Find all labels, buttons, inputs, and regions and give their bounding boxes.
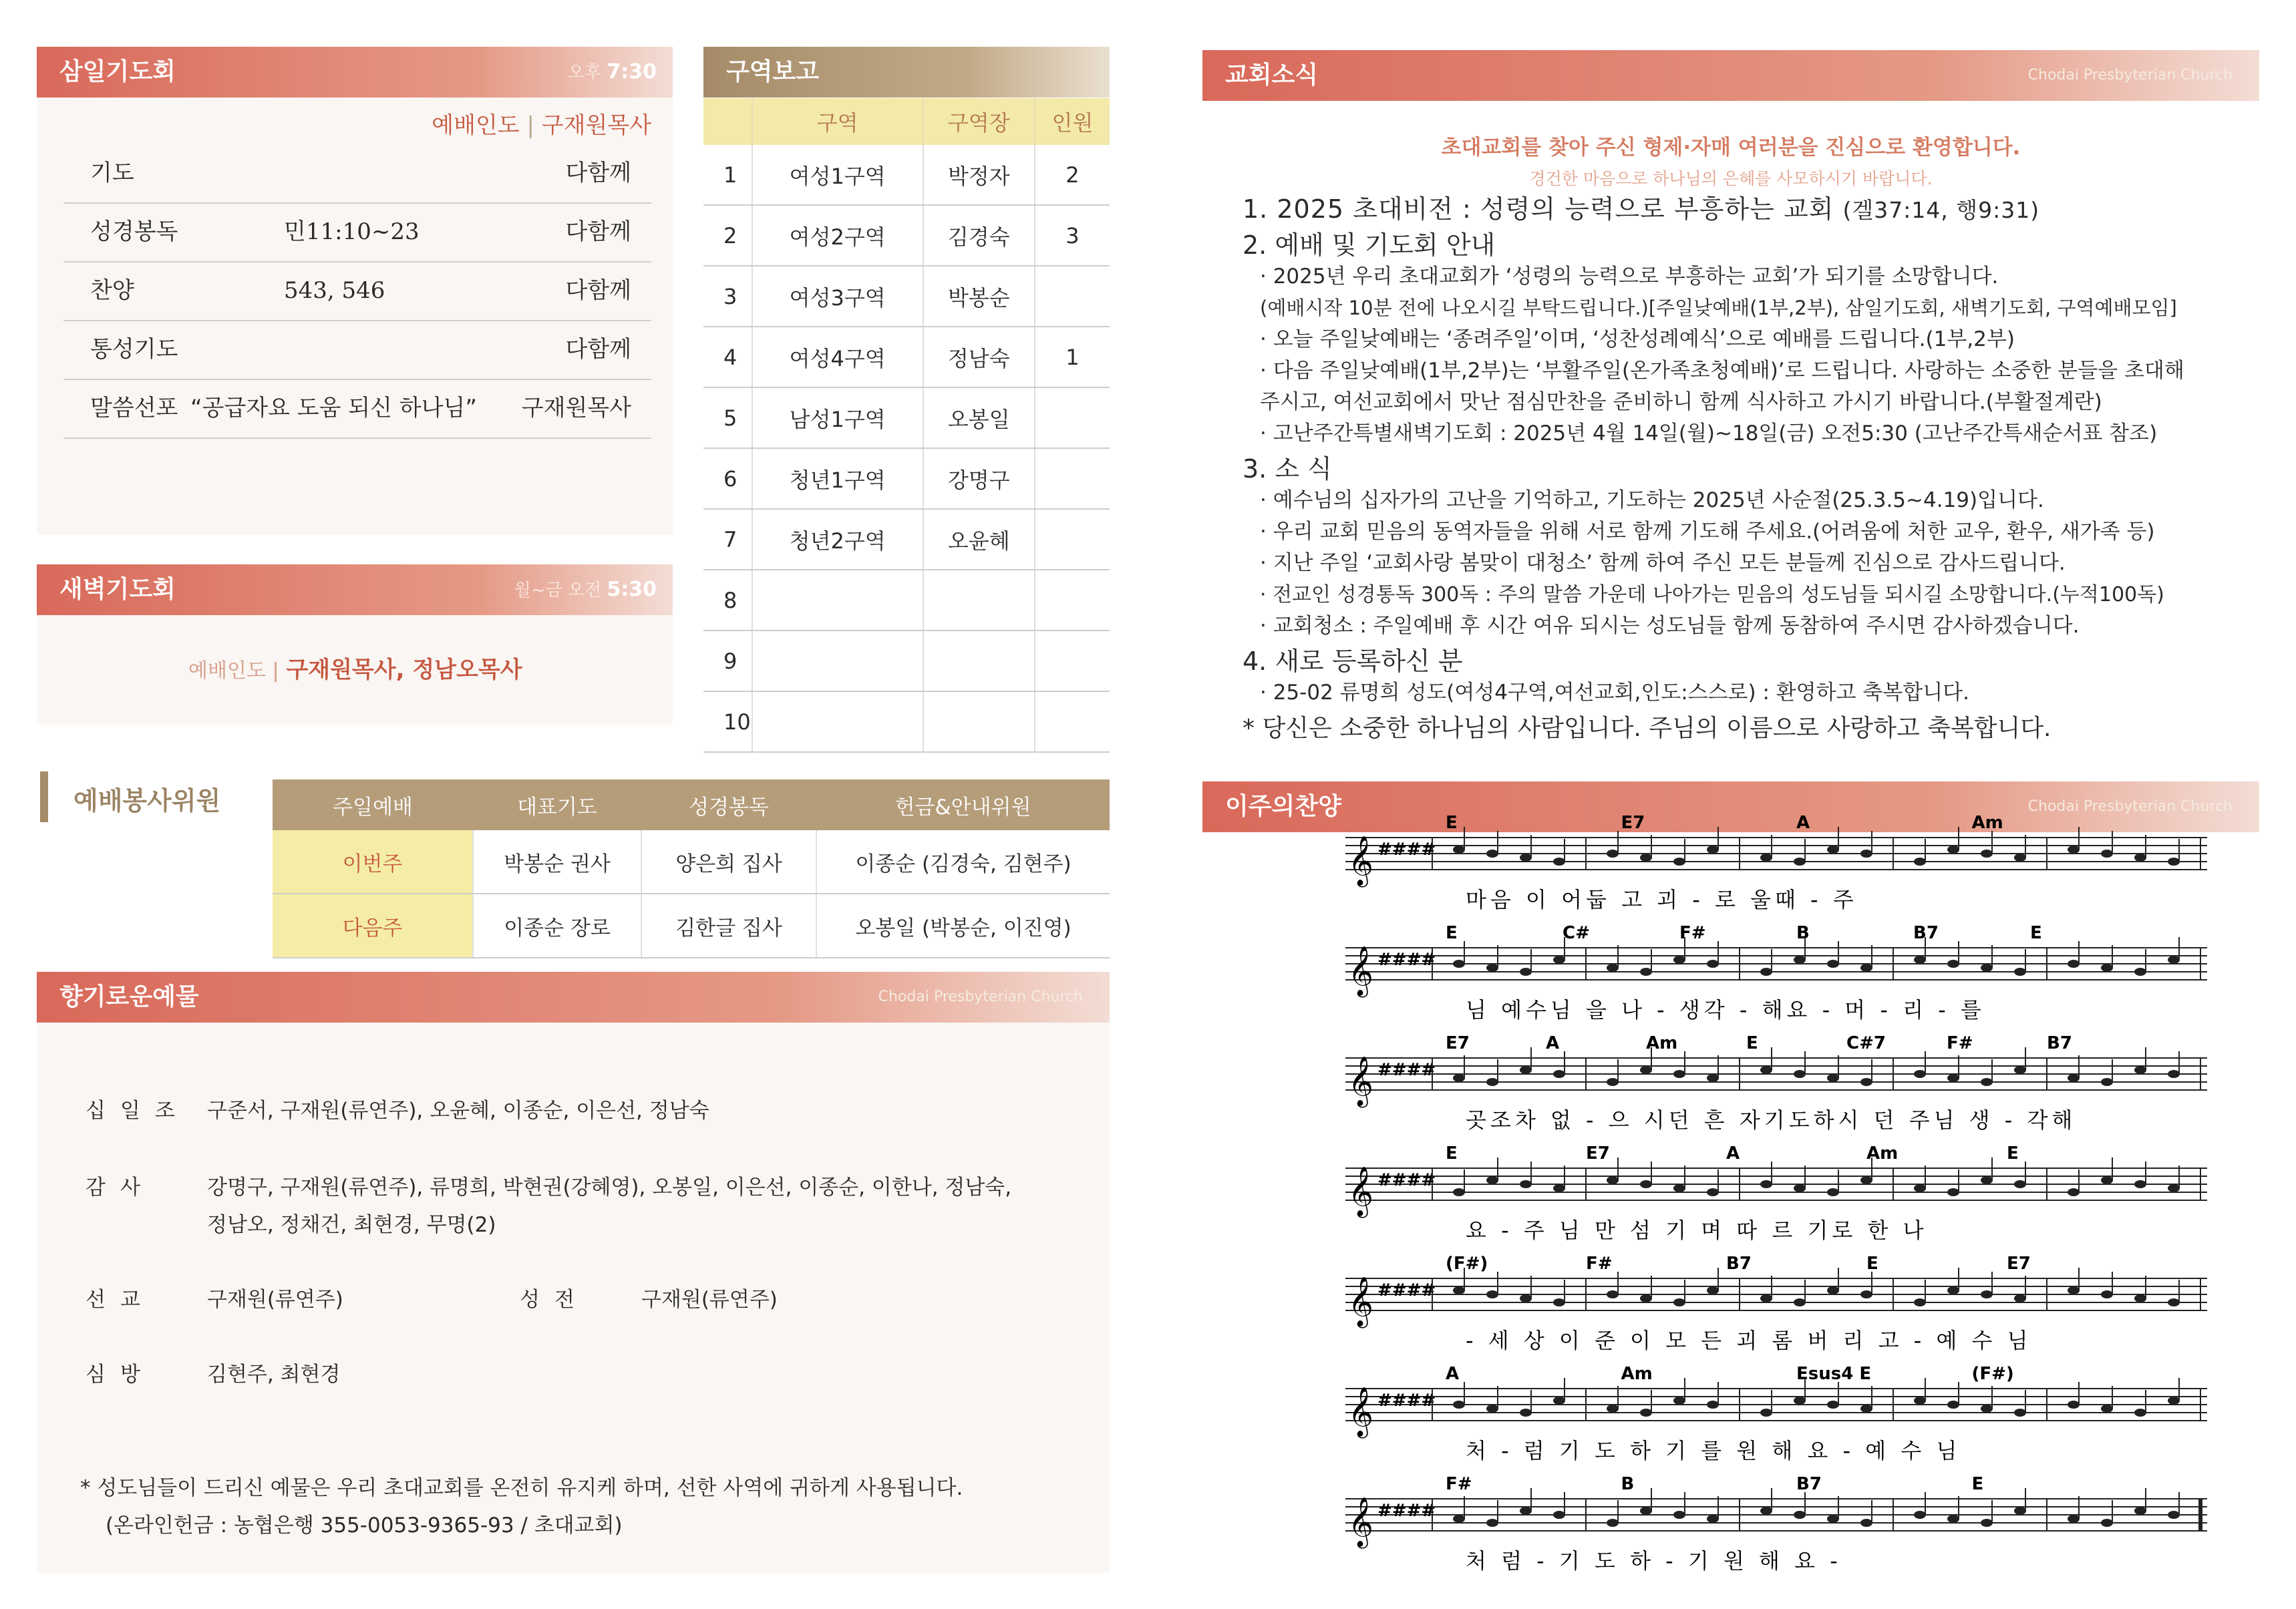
note-head — [1827, 1286, 1839, 1294]
chord-label: (F#) — [1971, 1364, 2014, 1384]
note-head — [2101, 1176, 2113, 1184]
note-head — [1640, 1294, 1652, 1302]
treble-clef-icon: 𝄞 — [1348, 1057, 1373, 1106]
table-row: 10 — [703, 691, 1110, 752]
list-item: · 오늘 주일낮예배는 ‘종려주일’이며, ‘성찬성례예식’으로 예배를 드립니다.(1부,2부) — [1260, 327, 2015, 351]
note-head — [1453, 960, 1465, 968]
note-head — [1553, 858, 1565, 866]
news-header — [1202, 50, 2259, 101]
hymn-line — [1345, 1143, 2207, 1243]
note-head — [1981, 1519, 1993, 1527]
chord-label: E7 — [1621, 815, 1645, 833]
table-row: 3 여성3구역 박봉순 — [703, 266, 1110, 327]
chord-label: C#7 — [1846, 1033, 1886, 1053]
note-head — [1794, 1511, 1806, 1519]
wednesday-row: 말씀선포 “공급자요 도움 되신 하나님” 구재원목사 — [63, 379, 651, 439]
note-head — [2101, 1519, 2113, 1527]
note-head — [1827, 1188, 1839, 1196]
table-row: 4 여성4구역 정남숙 1 — [703, 327, 1110, 387]
wednesday-row: 통성기도 다함께 — [63, 320, 651, 380]
note-head — [1673, 956, 1685, 964]
wednesday-row: 성경봉독 민11:10~23 다함께 — [63, 202, 651, 262]
note-head — [1553, 956, 1565, 964]
note-head — [1914, 1070, 1926, 1078]
staff-title: 예배봉사위원 — [73, 786, 221, 816]
note-head — [2168, 1511, 2180, 1519]
note-head — [1520, 854, 1532, 862]
note-head — [1707, 1188, 1719, 1196]
hymn-line — [1345, 923, 2207, 1023]
note-head — [1981, 964, 1993, 972]
key-signature-icon: #### — [1377, 1060, 1436, 1080]
list-item: · 교회청소 : 주일예배 후 시간 여유 되시는 성도님들 함께 동참하여 주시면 감사하겠습니다. — [1260, 614, 2080, 638]
chord-label: B7 — [1726, 1254, 1752, 1274]
hymn-lyric: 님 예수님 을 나 - 생각 - 해요 - 머 - 리 - 를 — [1466, 997, 1985, 1023]
hymn-line — [1345, 1033, 2207, 1133]
note-head — [2068, 1188, 2080, 1196]
note-head — [2134, 1294, 2146, 1302]
note-head — [1794, 1298, 1806, 1306]
note-head — [1673, 1070, 1685, 1078]
note-head — [1794, 956, 1806, 964]
table-row: 8 — [703, 570, 1110, 631]
list-item: · 다음 주일낮예배(1부,2부)는 ‘부활주일(온가족초청예배)’로 드립니다. 사랑하는 소중한 분들을 초대해 — [1260, 359, 2184, 383]
note-head — [1914, 1511, 1926, 1519]
note-head — [2134, 1409, 2146, 1417]
note-head — [1914, 1298, 1926, 1306]
note-head — [1553, 1184, 1565, 1192]
note-head — [2068, 846, 2080, 854]
key-signature-icon: #### — [1377, 1170, 1436, 1190]
chord-label: F# — [1679, 923, 1706, 943]
chord-label: F# — [1947, 1033, 1973, 1053]
chord-label: B7 — [2047, 1033, 2072, 1053]
chord-label: Am — [1646, 1033, 1678, 1053]
note-head — [1607, 964, 1619, 972]
news-item-1: 1. 2025 초대비전 : 성령의 능력으로 부흥하는 교회 (겔37:14, 행9:31) — [1243, 194, 2040, 224]
district-header-row: 구역 구역장 인원 — [703, 98, 1110, 145]
dawn-time: 월~금 오전 5:30 — [514, 578, 657, 601]
note-head — [1827, 846, 1839, 854]
note-head — [1486, 850, 1498, 858]
note-head — [1453, 1401, 1465, 1409]
note-head — [1914, 1184, 1926, 1192]
key-signature-icon: #### — [1377, 1501, 1436, 1521]
treble-clef-icon: 𝄞 — [1348, 1497, 1373, 1547]
note-head — [1453, 1515, 1465, 1523]
chord-label: E — [1446, 815, 1458, 833]
hymn-title: 이주의찬양 — [1225, 793, 1341, 820]
note-head — [1947, 960, 1959, 968]
note-head — [1673, 1397, 1685, 1405]
news-item-3: 3. 소 식 — [1243, 454, 1332, 484]
note-head — [1947, 1286, 1959, 1294]
note-head — [1860, 964, 1872, 972]
chord-label: E7 — [2007, 1254, 2031, 1274]
note-head — [1827, 1401, 1839, 1409]
news-church: Chodai Presbyterian Church — [2027, 67, 2233, 83]
staff-table — [273, 779, 1110, 958]
note-head — [1947, 1188, 1959, 1196]
chord-label: B7 — [1796, 1474, 1822, 1494]
note-head — [1827, 1074, 1839, 1082]
chord-label: A — [1796, 815, 1810, 833]
table-row: 7 청년2구역 오윤혜 — [703, 509, 1110, 570]
hymn-lyric: - 세 상 이 준 이 모 든 괴 롬 버 리 고 - 예 수 님 — [1466, 1328, 2032, 1353]
chord-label: Am — [1971, 815, 2003, 833]
staff-accent — [40, 771, 48, 822]
note-head — [2068, 1286, 2080, 1294]
offering-church: Chodai Presbyterian Church — [878, 989, 1083, 1005]
note-head — [1553, 1298, 1565, 1306]
note-head — [1707, 1074, 1719, 1082]
list-item: · 예수님의 십자가의 고난을 기억하고, 기도하는 2025년 사순절(25.3.5~4.19)입니다. — [1260, 488, 2044, 512]
note-head — [1947, 1401, 1959, 1409]
note-head — [2134, 968, 2146, 976]
note-head — [1486, 1405, 1498, 1413]
note-head — [2014, 1294, 2026, 1302]
key-signature-icon: #### — [1377, 840, 1436, 860]
note-head — [1553, 1070, 1565, 1078]
news-closing: * 당신은 소중한 하나님의 사람입니다. 주님의 이름으로 사랑하고 축복합니다. — [1243, 715, 2052, 742]
note-head — [2101, 1078, 2113, 1086]
hymn-line — [1345, 1474, 2207, 1574]
note-head — [1453, 1188, 1465, 1196]
chord-label: E7 — [1446, 1033, 1470, 1053]
table-row: 이번주 박봉순 권사 양은희 집사 이종순 (김경숙, 김현주) — [273, 830, 1110, 894]
note-head — [2134, 1507, 2146, 1515]
wednesday-row: 기도 다함께 — [63, 144, 651, 204]
note-head — [2168, 1397, 2180, 1405]
note-head — [1520, 968, 1532, 976]
note-head — [1760, 1180, 1772, 1188]
key-signature-icon: #### — [1377, 1280, 1436, 1300]
note-head — [1640, 854, 1652, 862]
list-item: · 25-02 류명희 성도(여성4구역,여선교회,인도:스스로) : 환영하고 축복합니다. — [1260, 681, 1969, 705]
chord-label: F# — [1586, 1254, 1613, 1274]
note-head — [1640, 1180, 1652, 1188]
note-head — [1707, 960, 1719, 968]
note-head — [2014, 1507, 2026, 1515]
chord-label: B — [1796, 923, 1810, 943]
news-item-4: 4. 새로 등록하신 분 — [1243, 647, 1463, 676]
table-row: 9 — [703, 631, 1110, 691]
note-head — [2168, 858, 2180, 866]
note-head — [2168, 1184, 2180, 1192]
note-head — [1981, 1290, 1993, 1298]
chord-label: E — [1446, 1143, 1458, 1164]
note-head — [1760, 1294, 1772, 1302]
table-row: 다음주 이종순 장로 김한글 집사 오봉일 (박봉순, 이진영) — [273, 894, 1110, 958]
note-head — [2068, 960, 2080, 968]
note-head — [2014, 968, 2026, 976]
dawn-title: 새벽기도회 — [59, 576, 176, 603]
note-head — [1673, 1184, 1685, 1192]
note-head — [1981, 1405, 1993, 1413]
note-head — [1640, 1409, 1652, 1417]
note-head — [1860, 1078, 1872, 1086]
note-head — [1553, 1397, 1565, 1405]
note-head — [1760, 854, 1772, 862]
hymn-score — [1339, 815, 2214, 1590]
note-head — [2134, 1180, 2146, 1188]
note-head — [1640, 1066, 1652, 1074]
chord-label: Am — [1866, 1143, 1899, 1164]
note-head — [2014, 1066, 2026, 1074]
note-head — [1486, 964, 1498, 972]
note-head — [2101, 850, 2113, 858]
chord-label: B7 — [1913, 923, 1939, 943]
note-head — [1673, 858, 1685, 866]
district-header — [703, 47, 1110, 98]
hymn-lyric: 곳조차 없 - 으 시던 흔 자기도하시 던 주님 생 - 각해 — [1466, 1107, 2077, 1133]
chord-label: E — [1446, 923, 1458, 943]
note-head — [1860, 1290, 1872, 1298]
note-head — [1486, 1290, 1498, 1298]
district-table — [703, 98, 1110, 753]
note-head — [1607, 1290, 1619, 1298]
note-head — [1520, 1409, 1532, 1417]
note-head — [1760, 1507, 1772, 1515]
note-head — [2068, 1401, 2080, 1409]
table-row: 1 여성1구역 박정자 2 — [703, 145, 1110, 205]
note-head — [1827, 1515, 1839, 1523]
note-head — [1640, 968, 1652, 976]
list-item: · 고난주간특별새벽기도회 : 2025년 4월 14일(월)~18일(금) 오전5:30 (고난주간특새순서표 참조) — [1260, 421, 2158, 445]
note-head — [1520, 1507, 1532, 1515]
note-head — [1860, 850, 1872, 858]
note-head — [1947, 846, 1959, 854]
note-head — [1520, 1294, 1532, 1302]
table-row: 5 남성1구역 오봉일 — [703, 387, 1110, 448]
note-head — [1794, 1070, 1806, 1078]
note-head — [1707, 1286, 1719, 1294]
news-title: 교회소식 — [1225, 61, 1319, 89]
chord-label: A — [1446, 1364, 1460, 1384]
note-head — [2101, 964, 2113, 972]
wednesday-title: 삼일기도회 — [59, 58, 176, 85]
dawn-leader: 예배인도 | 구재원목사, 정남오목사 — [188, 657, 522, 683]
news-welcome-sub: 경건한 마음으로 하나님의 은혜를 사모하시기 바랍니다. — [1529, 169, 1933, 188]
note-head — [1453, 1074, 1465, 1082]
note-head — [1607, 1519, 1619, 1527]
note-head — [1486, 1176, 1498, 1184]
treble-clef-icon: 𝄞 — [1348, 1387, 1373, 1437]
list-item: · 2025년 우리 초대교회가 ‘성령의 능력으로 부흥하는 교회’가 되기를 소망합니다. — [1260, 264, 1999, 289]
news-body — [1243, 194, 2251, 744]
chord-label: (F#) — [1446, 1254, 1488, 1274]
note-head — [1914, 1397, 1926, 1405]
treble-clef-icon: 𝄞 — [1348, 1277, 1373, 1326]
chord-label: E — [2007, 1143, 2019, 1164]
note-head — [2134, 1066, 2146, 1074]
chord-label: C# — [1563, 923, 1590, 943]
note-head — [1453, 1286, 1465, 1294]
note-head — [2168, 1070, 2180, 1078]
note-head — [1794, 1184, 1806, 1192]
note-head — [1760, 968, 1772, 976]
staff-header-row: 주일예배 대표기도 성경봉독 헌금&안내위원 — [273, 779, 1110, 830]
hymn-lyric: 처 럼 - 기 도 하 - 기 원 해 요 - — [1466, 1548, 1842, 1574]
note-head — [1607, 850, 1619, 858]
chord-label: E — [1971, 1474, 1984, 1494]
offering-title: 향기로운예물 — [59, 983, 199, 1011]
note-head — [2014, 1180, 2026, 1188]
note-head — [1760, 1409, 1772, 1417]
key-signature-icon: #### — [1377, 950, 1436, 970]
hymn-lyric: 처 - 럼 기 도 하 기 를 원 해 요 - 예 수 님 — [1466, 1438, 1961, 1463]
hymn-church: Chodai Presbyterian Church — [2027, 798, 2233, 815]
list-item: (예배시작 10분 전에 나오시길 부탁드립니다.)[주일낮예배(1부,2부), 삼일기도회, 새벽기도회, 구역예배모임] — [1260, 297, 2177, 319]
note-head — [1914, 858, 1926, 866]
note-head — [1860, 1519, 1872, 1527]
note-head — [2014, 1409, 2026, 1417]
note-head — [1981, 1078, 1993, 1086]
note-head — [1673, 1511, 1685, 1519]
news-welcome: 초대교회를 찾아 주신 형제·자매 여러분을 진심으로 환영합니다. — [1441, 136, 2021, 160]
note-head — [1607, 1078, 1619, 1086]
note-head — [1673, 1298, 1685, 1306]
note-head — [2068, 1515, 2080, 1523]
note-head — [1914, 956, 1926, 964]
note-head — [1760, 1066, 1772, 1074]
chord-label: E7 — [1586, 1143, 1610, 1164]
note-head — [1553, 1511, 1565, 1519]
chord-label: E — [1746, 1033, 1758, 1053]
note-head — [1794, 1397, 1806, 1405]
chord-label: A — [1546, 1033, 1560, 1053]
chord-label: E — [2030, 923, 2042, 943]
note-head — [1520, 1180, 1532, 1188]
note-head — [1607, 1176, 1619, 1184]
list-item: · 지난 주일 ‘교회사랑 봄맞이 대청소’ 함께 하여 주신 모든 분들께 진심으로 감사드립니다. — [1260, 551, 2066, 575]
note-head — [2134, 854, 2146, 862]
note-head — [1707, 846, 1719, 854]
chord-label: E — [1866, 1254, 1878, 1274]
note-head — [2014, 854, 2026, 862]
table-row: 2 여성2구역 김경숙 3 — [703, 205, 1110, 266]
chord-label: A — [1726, 1143, 1740, 1164]
table-row: 6 청년1구역 강명구 — [703, 448, 1110, 509]
hymn-lyric: 마음 이 어둡 고 괴 - 로 울때 - 주 — [1466, 887, 1858, 912]
list-item: · 전교인 성경통독 300독 : 주의 말씀 가운데 나아가는 믿음의 성도님들 되시길 소망합니다.(누적100독) — [1260, 583, 2164, 606]
note-head — [1707, 1401, 1719, 1409]
hymn-line — [1345, 815, 2207, 912]
note-head — [1520, 1066, 1532, 1074]
note-head — [2168, 956, 2180, 964]
chord-label: Am — [1621, 1364, 1653, 1384]
treble-clef-icon: 𝄞 — [1348, 836, 1373, 886]
treble-clef-icon: 𝄞 — [1348, 1167, 1373, 1216]
note-head — [1640, 1507, 1652, 1515]
list-item: 주시고, 여선교회에서 맛난 점심만찬을 준비하니 함께 식사하고 가시기 바랍니다.(부활절계란) — [1260, 390, 2102, 414]
note-head — [2068, 1074, 2080, 1082]
hymn-line — [1345, 1254, 2207, 1353]
wednesday-time: 오후 7:30 — [567, 60, 657, 83]
hymn-lyric: 요 - 주 님 만 섬 기 며 따 르 기로 한 나 — [1466, 1218, 1928, 1243]
note-head — [2101, 1405, 2113, 1413]
hymn-line — [1345, 1364, 2207, 1463]
note-head — [1486, 1078, 1498, 1086]
key-signature-icon: #### — [1377, 1391, 1436, 1411]
list-item: · 우리 교회 믿음의 동역자들을 위해 서로 함께 기도해 주세요.(어려움에 처한 교우, 환우, 새가족 등) — [1260, 520, 2155, 544]
chord-label: F# — [1446, 1474, 1472, 1494]
chord-label: B — [1621, 1474, 1635, 1494]
note-head — [1947, 1074, 1959, 1082]
dawn-header — [37, 564, 673, 615]
treble-clef-icon: 𝄞 — [1348, 946, 1373, 996]
news-item-2: 2. 예배 및 기도회 안내 — [1243, 230, 1496, 260]
note-head — [1860, 1176, 1872, 1184]
note-head — [1827, 960, 1839, 968]
wednesday-leader: 예배인도 | 구재원목사 — [432, 112, 651, 139]
offering-header — [37, 972, 1110, 1023]
wednesday-row: 찬양 543, 546 다함께 — [63, 261, 651, 321]
note-head — [1981, 1176, 1993, 1184]
offering-note: * 성도님들이 드리신 예물은 우리 초대교회를 온전히 유지케 하며, 선한 사역에 귀하게 사용됩니다. (온라인헌금 : 농협은행 355-0053-9365-93 / 초대교회) — [80, 1476, 963, 1538]
note-head — [1707, 1515, 1719, 1523]
note-head — [2168, 1298, 2180, 1306]
district-title: 구역보고 — [726, 58, 820, 85]
wednesday-header — [37, 47, 673, 98]
note-head — [1981, 850, 1993, 858]
note-head — [1486, 1519, 1498, 1527]
note-head — [1794, 858, 1806, 866]
hymn-staves — [1339, 815, 2214, 1590]
note-head — [1607, 1405, 1619, 1413]
note-head — [1860, 1405, 1872, 1413]
note-head — [1453, 846, 1465, 854]
note-head — [1947, 1515, 1959, 1523]
chord-label: Esus4 E — [1796, 1364, 1872, 1384]
note-head — [2101, 1290, 2113, 1298]
